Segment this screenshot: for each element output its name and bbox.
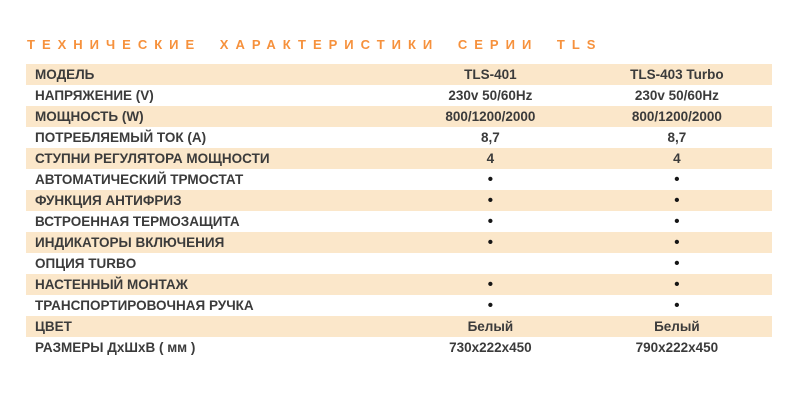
- spec-value-tls403: •: [674, 255, 680, 272]
- spec-label: ИНДИКАТОРЫ ВКЛЮЧЕНИЯ: [35, 235, 225, 250]
- spec-label: ЦВЕТ: [35, 319, 72, 334]
- page-title: ТЕХНИЧЕСКИЕ ХАРАКТЕРИСТИКИ СЕРИИ TLS: [27, 37, 603, 52]
- spec-value-tls403: Белый: [654, 319, 700, 334]
- table-row: [26, 127, 772, 148]
- spec-value-tls401: Белый: [467, 319, 514, 334]
- spec-label: НАСТЕННЫЙ МОНТАЖ: [35, 277, 188, 292]
- spec-value-tls401: •: [487, 213, 494, 230]
- spec-value-tls401: 730x222x450: [449, 340, 532, 355]
- spec-value-tls401: •: [487, 234, 494, 251]
- spec-value-tls401: 800/1200/2000: [445, 109, 536, 124]
- table-row: [26, 316, 772, 337]
- table-row: [26, 106, 772, 127]
- spec-value-tls403: •: [674, 192, 680, 209]
- spec-table: [26, 64, 772, 358]
- spec-label: МОЩНОСТЬ (W): [35, 109, 144, 124]
- spec-value-tls403: 4: [673, 151, 681, 166]
- table-row: [26, 169, 772, 190]
- table-row: [26, 337, 772, 358]
- table-header-row: [26, 64, 772, 85]
- spec-label: ТРАНСПОРТИРОВОЧНАЯ РУЧКА: [35, 298, 254, 313]
- spec-label: ФУНКЦИЯ АНТИФРИЗ: [35, 193, 182, 208]
- spec-value-tls403: 8,7: [667, 130, 687, 145]
- spec-label: СТУПНИ РЕГУЛЯТОРА МОЩНОСТИ: [35, 151, 270, 166]
- spec-value-tls403: •: [674, 276, 680, 293]
- column-header-model: МОДЕЛЬ: [35, 67, 95, 82]
- spec-value-tls401: 8,7: [480, 130, 500, 145]
- spec-value-tls403: •: [674, 297, 680, 314]
- spec-label: ОПЦИЯ TURBO: [35, 256, 137, 271]
- table-row: [26, 85, 772, 106]
- column-header-tls403: TLS-403 Turbo: [630, 67, 724, 82]
- spec-value-tls401: 230v 50/60Hz: [448, 88, 533, 103]
- table-row: [26, 253, 772, 274]
- spec-label: РАЗМЕРЫ ДхШхВ ( мм ): [35, 340, 196, 355]
- spec-value-tls403: 790x222x450: [635, 340, 719, 355]
- spec-value-tls403: •: [674, 234, 680, 251]
- spec-value-tls401: •: [487, 276, 494, 293]
- spec-label: ПОТРЕБЛЯЕМЫЙ ТОК (А): [35, 130, 207, 145]
- spec-value-tls401: 4: [486, 151, 495, 166]
- spec-value-tls403: •: [674, 213, 680, 230]
- table-row: [26, 148, 772, 169]
- table-row: [26, 274, 772, 295]
- table-row: [26, 211, 772, 232]
- column-header-tls401: TLS-401: [464, 67, 517, 82]
- spec-label: НАПРЯЖЕНИЕ (V): [35, 88, 154, 103]
- table-row: [26, 232, 772, 253]
- table-row: [26, 190, 772, 211]
- spec-label: АВТОМАТИЧЕСКИЙ ТРМОСТАТ: [35, 172, 244, 187]
- spec-value-tls401: •: [487, 171, 494, 188]
- spec-value-tls401: •: [487, 192, 494, 209]
- table-row: [26, 295, 772, 316]
- spec-value-tls403: •: [674, 171, 680, 188]
- spec-label: ВСТРОЕННАЯ ТЕРМОЗАЩИТА: [35, 214, 240, 229]
- spec-value-tls403: 800/1200/2000: [631, 109, 722, 124]
- spec-value-tls403: 230v 50/60Hz: [634, 88, 719, 103]
- spec-value-tls401: •: [487, 297, 494, 314]
